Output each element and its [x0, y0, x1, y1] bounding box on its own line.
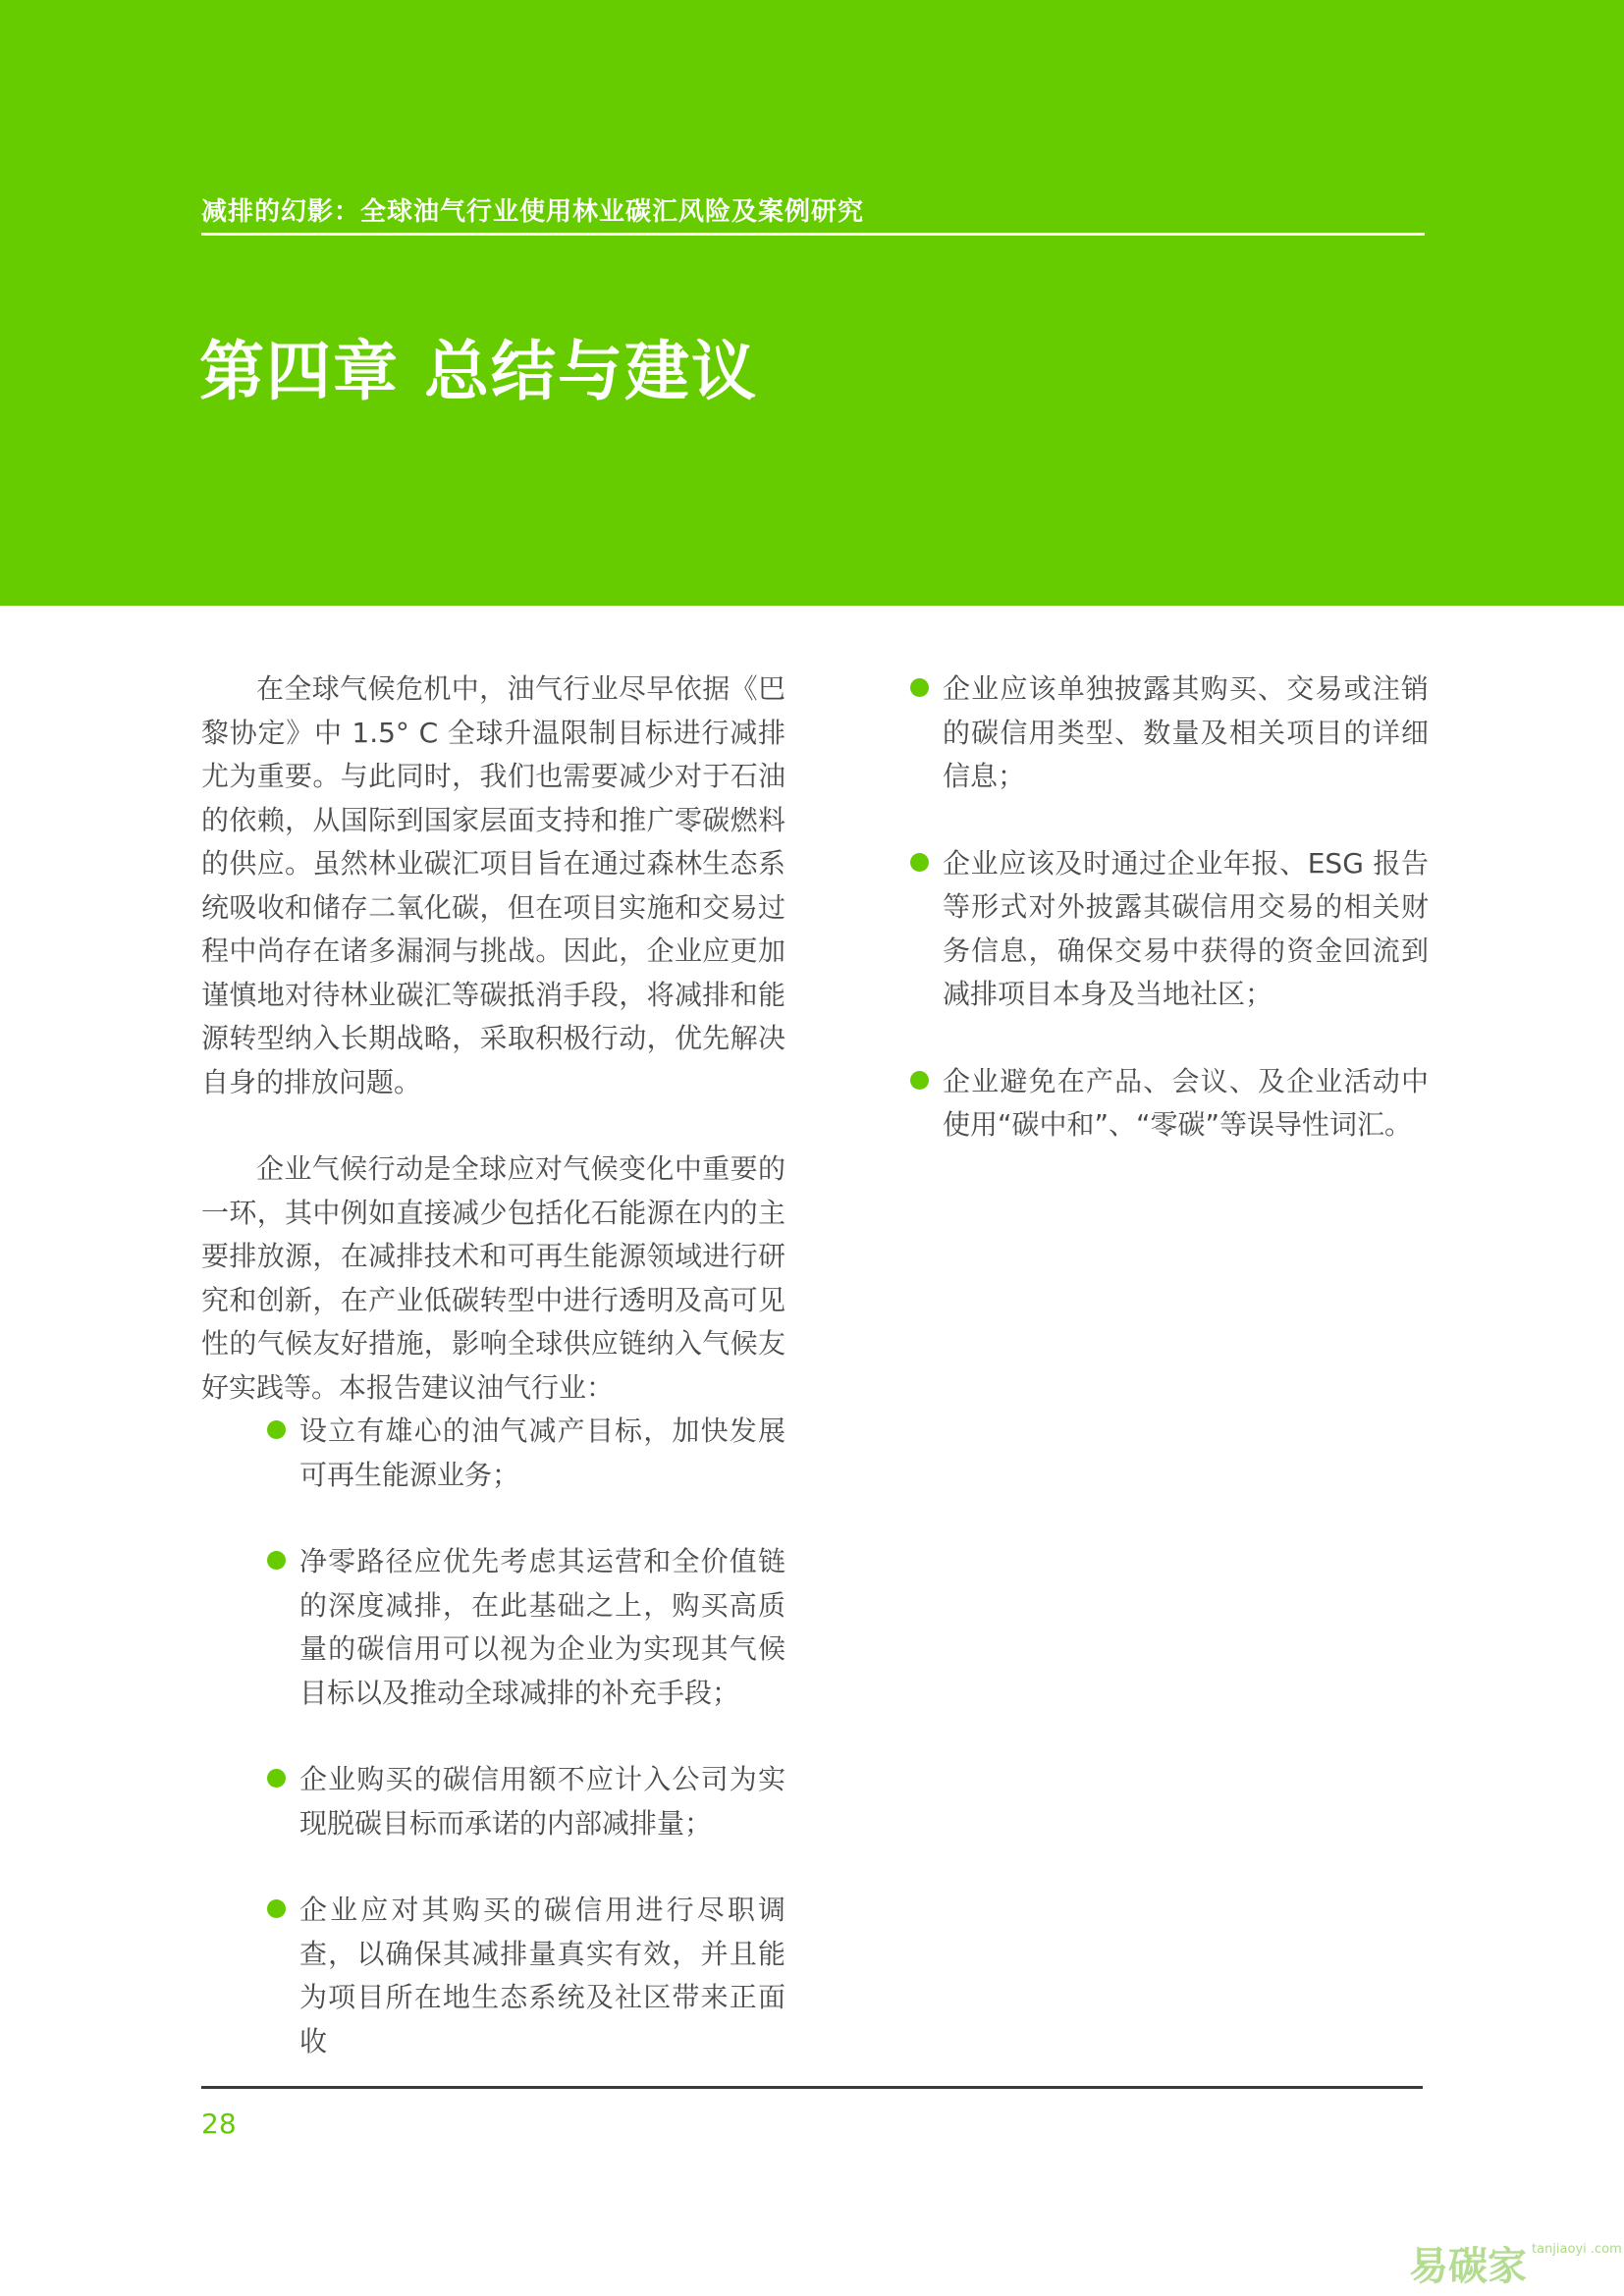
list-item-text: 企业购买的碳信用额不应计入公司为实现脱碳目标而承诺的内部减排量； — [299, 1763, 785, 1840]
bullet-dot-icon — [910, 1071, 929, 1090]
list-item — [908, 667, 1429, 799]
page-number: 28 — [201, 2108, 237, 2140]
list-item — [908, 842, 1429, 1017]
chapter-title: 第四章 总结与建议 — [199, 334, 758, 409]
list-item — [265, 1540, 785, 1715]
list-item-text: 净零路径应优先考虑其运营和全价值链的深度减排，在此基础之上，购买高质量的碳信用可以视为企业为实现其气候目标以及推动全球减排的补充手段； — [299, 1545, 785, 1709]
list-item-text: 企业应对其购买的碳信用进行尽职调查，以确保其减排量真实有效，并且能为项目所在地生态系统及社区带来正面收 — [299, 1894, 785, 2057]
report-title: 减排的幻影：全球油气行业使用林业碳汇风险及案例研究 — [201, 197, 865, 227]
recommendation-list — [265, 1410, 785, 2063]
bullet-dot-icon — [267, 1899, 286, 1918]
list-item — [908, 1060, 1429, 1148]
watermark-logo: 易碳家 — [1409, 2244, 1527, 2289]
footer-divider — [201, 2086, 1423, 2089]
list-item-text: 企业应该单独披露其购买、交易或注销的碳信用类型、数量及相关项目的详细信息； — [943, 672, 1429, 792]
list-item-text: 企业避免在产品、会议、及企业活动中使用“碳中和”、“零碳”等误导性词汇。 — [943, 1064, 1429, 1141]
list-item — [265, 1758, 785, 1845]
recommendation-intro-paragraph: 企业气候行动是全球应对气候变化中重要的一环，其中例如直接减少包括化石能源在内的主要排放源，在减排技术和可再生能源领域进行研究和创新，在产业低碳转型中进行透明及高可见性的气候友好措施，影响全球供应链纳入气候友好实践等。本报告建议油气行业： — [201, 1152, 785, 1404]
right-column — [908, 667, 1429, 1191]
list-item-text: 企业应该及时通过企业年报、ESG 报告等形式对外披露其碳信用交易的相关财务信息，确保交易中获得的资金回流到减排项目本身及当地社区； — [943, 846, 1429, 1010]
bullet-dot-icon — [910, 853, 929, 872]
chapter-header-banner — [0, 0, 1624, 606]
recommendation-list-continued — [908, 667, 1429, 1148]
list-item — [265, 1889, 785, 2063]
list-item-text: 设立有雄心的油气减产目标，加快发展可再生能源业务； — [299, 1415, 785, 1491]
header-divider — [201, 233, 1425, 236]
bullet-dot-icon — [267, 1551, 286, 1570]
bullet-dot-icon — [267, 1769, 286, 1788]
left-column — [201, 667, 785, 2107]
intro-paragraph: 在全球气候危机中，油气行业尽早依据《巴黎协定》中 1.5° C 全球升温限制目标进行减排尤为重要。与此同时，我们也需要减少对于石油的依赖，从国际到国家层面支持和推广零碳燃料的供应。虽然林业碳汇项目旨在通过森林生态系统吸收和储存二氧化碳，但在项目实施和交易过程中尚存在诸多漏洞与挑战。因此，企业应更加谨慎地对待林业碳汇等碳抵消手段，将减排和能源转型纳入长期战略，采取积极行动，优先解决自身的排放问题。 — [201, 672, 785, 1098]
list-item — [265, 1410, 785, 1497]
watermark-domain: tanjiaoyi .com — [1532, 2242, 1622, 2257]
bullet-dot-icon — [910, 678, 929, 697]
bullet-dot-icon — [267, 1420, 286, 1439]
